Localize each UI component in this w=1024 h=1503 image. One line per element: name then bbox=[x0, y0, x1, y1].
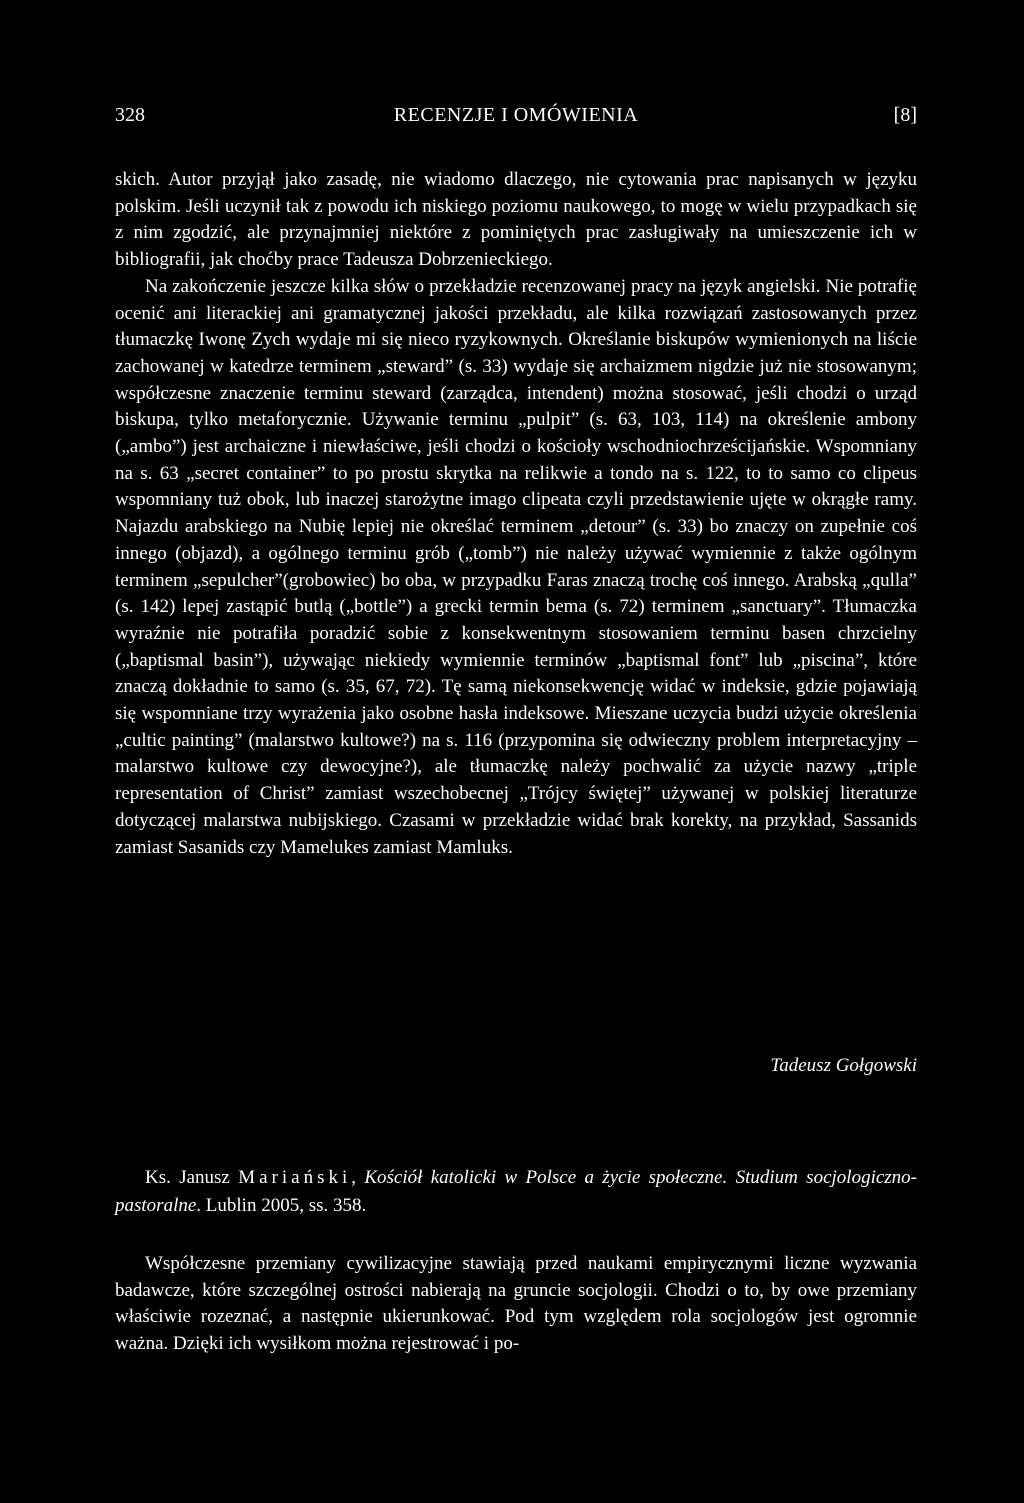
book-reference bbox=[115, 1164, 917, 1220]
author-prefix: Ks. Janusz bbox=[145, 1167, 239, 1188]
second-review-text bbox=[115, 1251, 917, 1358]
author-surname: Mariański bbox=[238, 1167, 352, 1188]
review-paragraph-translation: Na zakończenie jeszcze kilka słów o przekładzie recenzowanej pracy na język angielski. Nie potrafię ocenić ani literackiej ani gramatycznej jakości przekładu, ale kilka rozwiązań zastosowanych przez tłumaczkę Iwonę Zych wydaje mi się nieco ryzykownych. Określanie biskupów wymienionych na liście zachowanej w katedrze terminem „steward” (s. 33) wydaje się archaizmem nigdzie już nie stosowanym; współczesne znaczenie terminu steward (zarządca, intendent) można stosować, jeśli chodzi o urząd biskupa, tylko metaforycznie. Używanie terminu „pulpit” (s. 63, 103, 114) na określenie ambony („ambo”) jest archaiczne i niewłaściwe, jeśli chodzi o kościoły wschodniochrześcijańskie. Wspomniany na s. 63 „secret container” to po prostu skrytka na relikwie a tondo na s. 122, to to samo co clipeus wspomniany tuż obok, lub inaczej starożytne imago clipeata czyli przedstawienie ujęte w okrągłe ramy. Najazdu arabskiego na Nubię lepiej nie określać terminem „detour” (s. 33) bo znaczy on zupełnie coś innego (objazd), a ogólnego terminu grób („tomb”) nie należy używać wymiennie z także ogólnym terminem „sepulcher”(grobowiec) bo oba, w przypadku Faras znaczą trochę coś innego. Arabską „qulla” (s. 142) lepej zastąpić butlą („bottle”) a grecki termin bema (s. 72) terminem „sanctuary”. Tłumaczka wyraźnie nie potrafiła poradzić sobie z konsekwentnym stosowaniem terminu basen chrzcielny („baptismal basin”), używając niekiedy wymiennie terminów „baptismal font” lub „piscina”, które znaczą dokładnie to samo (s. 35, 67, 72). Tę samą niekonsekwencję widać w indeksie, gdzie pojawiają się wspomniane trzy wyrażenia jako osobne hasła indeksowe. Mieszane uczycia budzi użycie określenia „cultic painting” (malarstwo kultowe?) na s. 116 (przypomina się odwieczny problem interpretacyjny – malarstwo kultowe czy dewocyjne?), ale tłumaczkę należy pochwalić za użycie nazwy „triple representation of Christ” zamiast wszechobecnej „Trójcy świętej” używanej w polskiej literaturze dotyczącej malarstwa nubijskiego. Czasami w przekładzie widać brak korekty, na przykład, Sassanids zamiast Sasanids czy Mamelukes zamiast Mamluks. bbox=[115, 275, 917, 858]
review-text bbox=[115, 167, 917, 861]
publication-info: . Lublin 2005, ss. 358. bbox=[196, 1195, 367, 1216]
review-paragraph-continued: skich. Autor przyjął jako zasadę, nie wiadomo dlaczego, nie cytowania prac napisanych w języku polskim. Jeśli uczynił tak z powodu ich niskiego poziomu naukowego, to mogę w wielu przypadkach się z nim zgodzić, ale przynajmniej niektóre z pominiętych prac zasługiwały na umieszczenie ich w bibliografii, jak choćby prace Tadeusza Dobrzenieckiego. bbox=[115, 169, 917, 271]
book-title: Kościół katolicki w Polsce a życie społeczne. Studium socjologiczno-pastoralne bbox=[115, 1167, 918, 1216]
section-marker: [8] bbox=[893, 104, 917, 126]
running-header bbox=[115, 100, 917, 130]
running-title: RECENZJE I OMÓWIENIA bbox=[393, 104, 639, 126]
page-number: 328 bbox=[115, 104, 145, 126]
second-review-paragraph: Współczesne przemiany cywilizacyjne stawiają przed naukami empirycznymi liczne wyzwania badawcze, które szczególnej ostrości nabierają na gruncie socjologii. Chodzi o to, by owe przemiany właściwie rozeznać, a następnie ukierunkować. Pod tym względem rola socjologów jest ogromnie ważna. Dzięki ich wysiłkom można rejestrować i po- bbox=[115, 1253, 917, 1355]
reviewer-signature: Tadeusz Gołgowski bbox=[770, 1055, 917, 1076]
reference-separator: , bbox=[351, 1167, 365, 1188]
